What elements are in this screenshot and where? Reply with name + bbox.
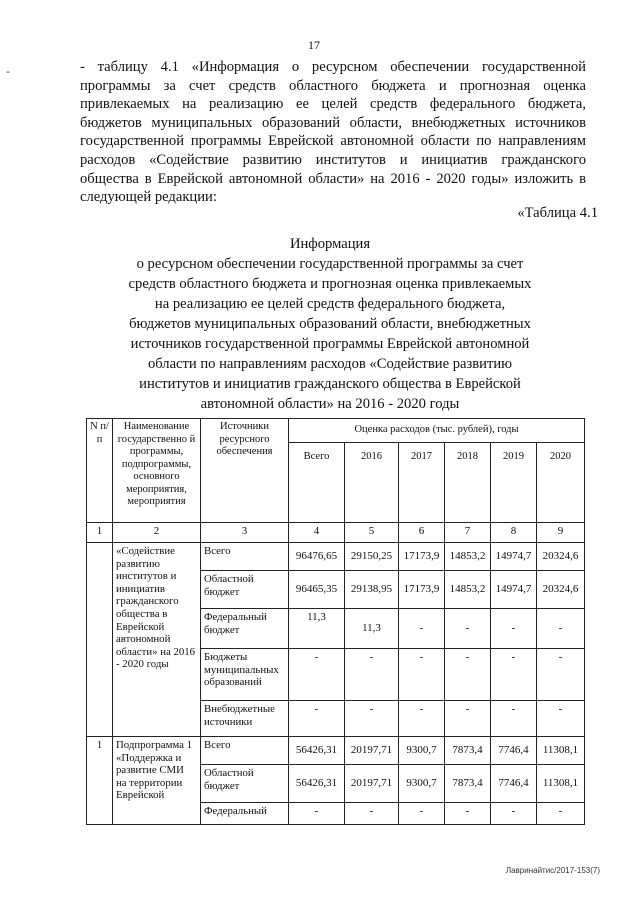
- title-line: области по направлениям расходов «Содействие развитию: [147, 356, 513, 372]
- value-cell: 17173,9: [399, 571, 445, 609]
- value-cell: 14974,7: [491, 571, 537, 609]
- value-cell: 9300,7: [399, 737, 445, 765]
- row-num: 1: [87, 737, 113, 825]
- value-cell: 7873,4: [445, 765, 491, 803]
- row-num: [87, 543, 113, 737]
- value-cell: -: [445, 701, 491, 737]
- title-line: институтов и инициатив гражданского общества в Еврейской: [139, 376, 521, 392]
- col-number: 4: [289, 523, 345, 543]
- header-year: 2016: [345, 443, 399, 523]
- value-cell: -: [289, 649, 345, 701]
- value-cell: 11,3: [289, 609, 345, 649]
- value-cell: 11308,1: [537, 737, 585, 765]
- value-cell: 20197,71: [345, 765, 399, 803]
- value-cell: -: [345, 701, 399, 737]
- col-number: 8: [491, 523, 537, 543]
- value-cell: -: [537, 701, 585, 737]
- header-year: Всего: [289, 443, 345, 523]
- footer-code: Лавринайтис/2017-153(7): [505, 866, 600, 875]
- value-cell: 29150,25: [345, 543, 399, 571]
- margin-mark: -: [6, 64, 10, 78]
- col-number: 3: [201, 523, 289, 543]
- value-cell: -: [289, 803, 345, 825]
- table-label: «Таблица 4.1: [517, 205, 598, 221]
- value-cell: 96465,35: [289, 571, 345, 609]
- title-line: автономной области» на 2016 - 2020 годы: [200, 396, 460, 412]
- value-cell: 14853,2: [445, 543, 491, 571]
- value-cell: -: [491, 609, 537, 649]
- value-cell: 96476,65: [289, 543, 345, 571]
- source-cell: Всего: [201, 737, 289, 765]
- value-cell: 11,3: [345, 609, 399, 649]
- title-line: о ресурсном обеспечении государственной программы за счет: [136, 256, 524, 272]
- value-cell: 9300,7: [399, 765, 445, 803]
- resource-table: [86, 418, 585, 825]
- value-cell: 20324,6: [537, 543, 585, 571]
- header-name: Наименование государственно й программы, подпрограммы, основного мероприятия, мероприятия: [113, 419, 201, 523]
- header-source: Источники ресурсного обеспечения: [201, 419, 289, 523]
- value-cell: 20324,6: [537, 571, 585, 609]
- source-cell: Федеральный: [201, 803, 289, 825]
- page-number: 17: [308, 38, 320, 52]
- value-cell: -: [399, 803, 445, 825]
- intro-paragraph: - таблицу 4.1 «Информация о ресурсном обеспечении государственной программы за счет средств областного бюджета и прогнозная оценка привлекаемых на реализацию ее целей средств федерального бюджета, бюджетов муниципальных образований области, внебюджетных источников государственной программы Еврейской автономной области по направлениям расходов «Содействие развитию институтов и инициатив гражданского общества в Еврейской автономной области» на 2016 - 2020 годы» изложить в следующей редакции:: [80, 59, 586, 206]
- source-cell: Всего: [201, 543, 289, 571]
- table-row: [87, 543, 585, 571]
- value-cell: 20197,71: [345, 737, 399, 765]
- header-estimate: Оценка расходов (тыс. рублей), годы: [289, 419, 585, 443]
- value-cell: -: [491, 701, 537, 737]
- header-year: 2017: [399, 443, 445, 523]
- title-line: средств областного бюджета и прогнозная оценка привлекаемых: [128, 276, 532, 292]
- table-row: [87, 737, 585, 765]
- header-year: 2020: [537, 443, 585, 523]
- value-cell: 7746,4: [491, 765, 537, 803]
- col-number: 5: [345, 523, 399, 543]
- value-cell: -: [399, 649, 445, 701]
- value-cell: -: [345, 803, 399, 825]
- col-number: 6: [399, 523, 445, 543]
- title-line: на реализацию ее целей средств федерального бюджета,: [154, 296, 506, 312]
- value-cell: -: [537, 649, 585, 701]
- value-cell: 17173,9: [399, 543, 445, 571]
- value-cell: 14974,7: [491, 543, 537, 571]
- value-cell: -: [399, 609, 445, 649]
- col-number: 9: [537, 523, 585, 543]
- value-cell: 7746,4: [491, 737, 537, 765]
- value-cell: -: [491, 649, 537, 701]
- header-num: N п/п: [87, 419, 113, 523]
- value-cell: 14853,2: [445, 571, 491, 609]
- value-cell: -: [399, 701, 445, 737]
- value-cell: 56426,31: [289, 765, 345, 803]
- value-cell: -: [445, 649, 491, 701]
- header-year: 2019: [491, 443, 537, 523]
- value-cell: -: [445, 803, 491, 825]
- value-cell: 29138,95: [345, 571, 399, 609]
- title-line: источников государственной программы Еврейской автономной: [130, 336, 530, 352]
- program-name: Подпрограмма 1 «Поддержка и развитие СМИ на территории Еврейской: [113, 737, 201, 825]
- value-cell: 56426,31: [289, 737, 345, 765]
- table-title: [120, 234, 540, 414]
- title-heading: Информация: [289, 236, 371, 252]
- value-cell: -: [445, 609, 491, 649]
- value-cell: -: [345, 649, 399, 701]
- source-cell: Внебюджетные источники: [201, 701, 289, 737]
- source-cell: Областной бюджет: [201, 765, 289, 803]
- source-cell: Федеральный бюджет: [201, 609, 289, 649]
- source-cell: Бюджеты муниципальных образований: [201, 649, 289, 701]
- col-number: 2: [113, 523, 201, 543]
- title-line: бюджетов муниципальных образований области, внебюджетных: [129, 316, 531, 332]
- value-cell: 7873,4: [445, 737, 491, 765]
- value-cell: -: [537, 803, 585, 825]
- value-cell: 11308,1: [537, 765, 585, 803]
- value-cell: -: [491, 803, 537, 825]
- header-year: 2018: [445, 443, 491, 523]
- value-cell: -: [537, 609, 585, 649]
- col-number: 7: [445, 523, 491, 543]
- value-cell: -: [289, 701, 345, 737]
- col-number: 1: [87, 523, 113, 543]
- source-cell: Областной бюджет: [201, 571, 289, 609]
- program-name: «Содействие развитию институтов и инициатив гражданского общества в Еврейской автономной области» на 2016 - 2020 годы: [113, 543, 201, 737]
